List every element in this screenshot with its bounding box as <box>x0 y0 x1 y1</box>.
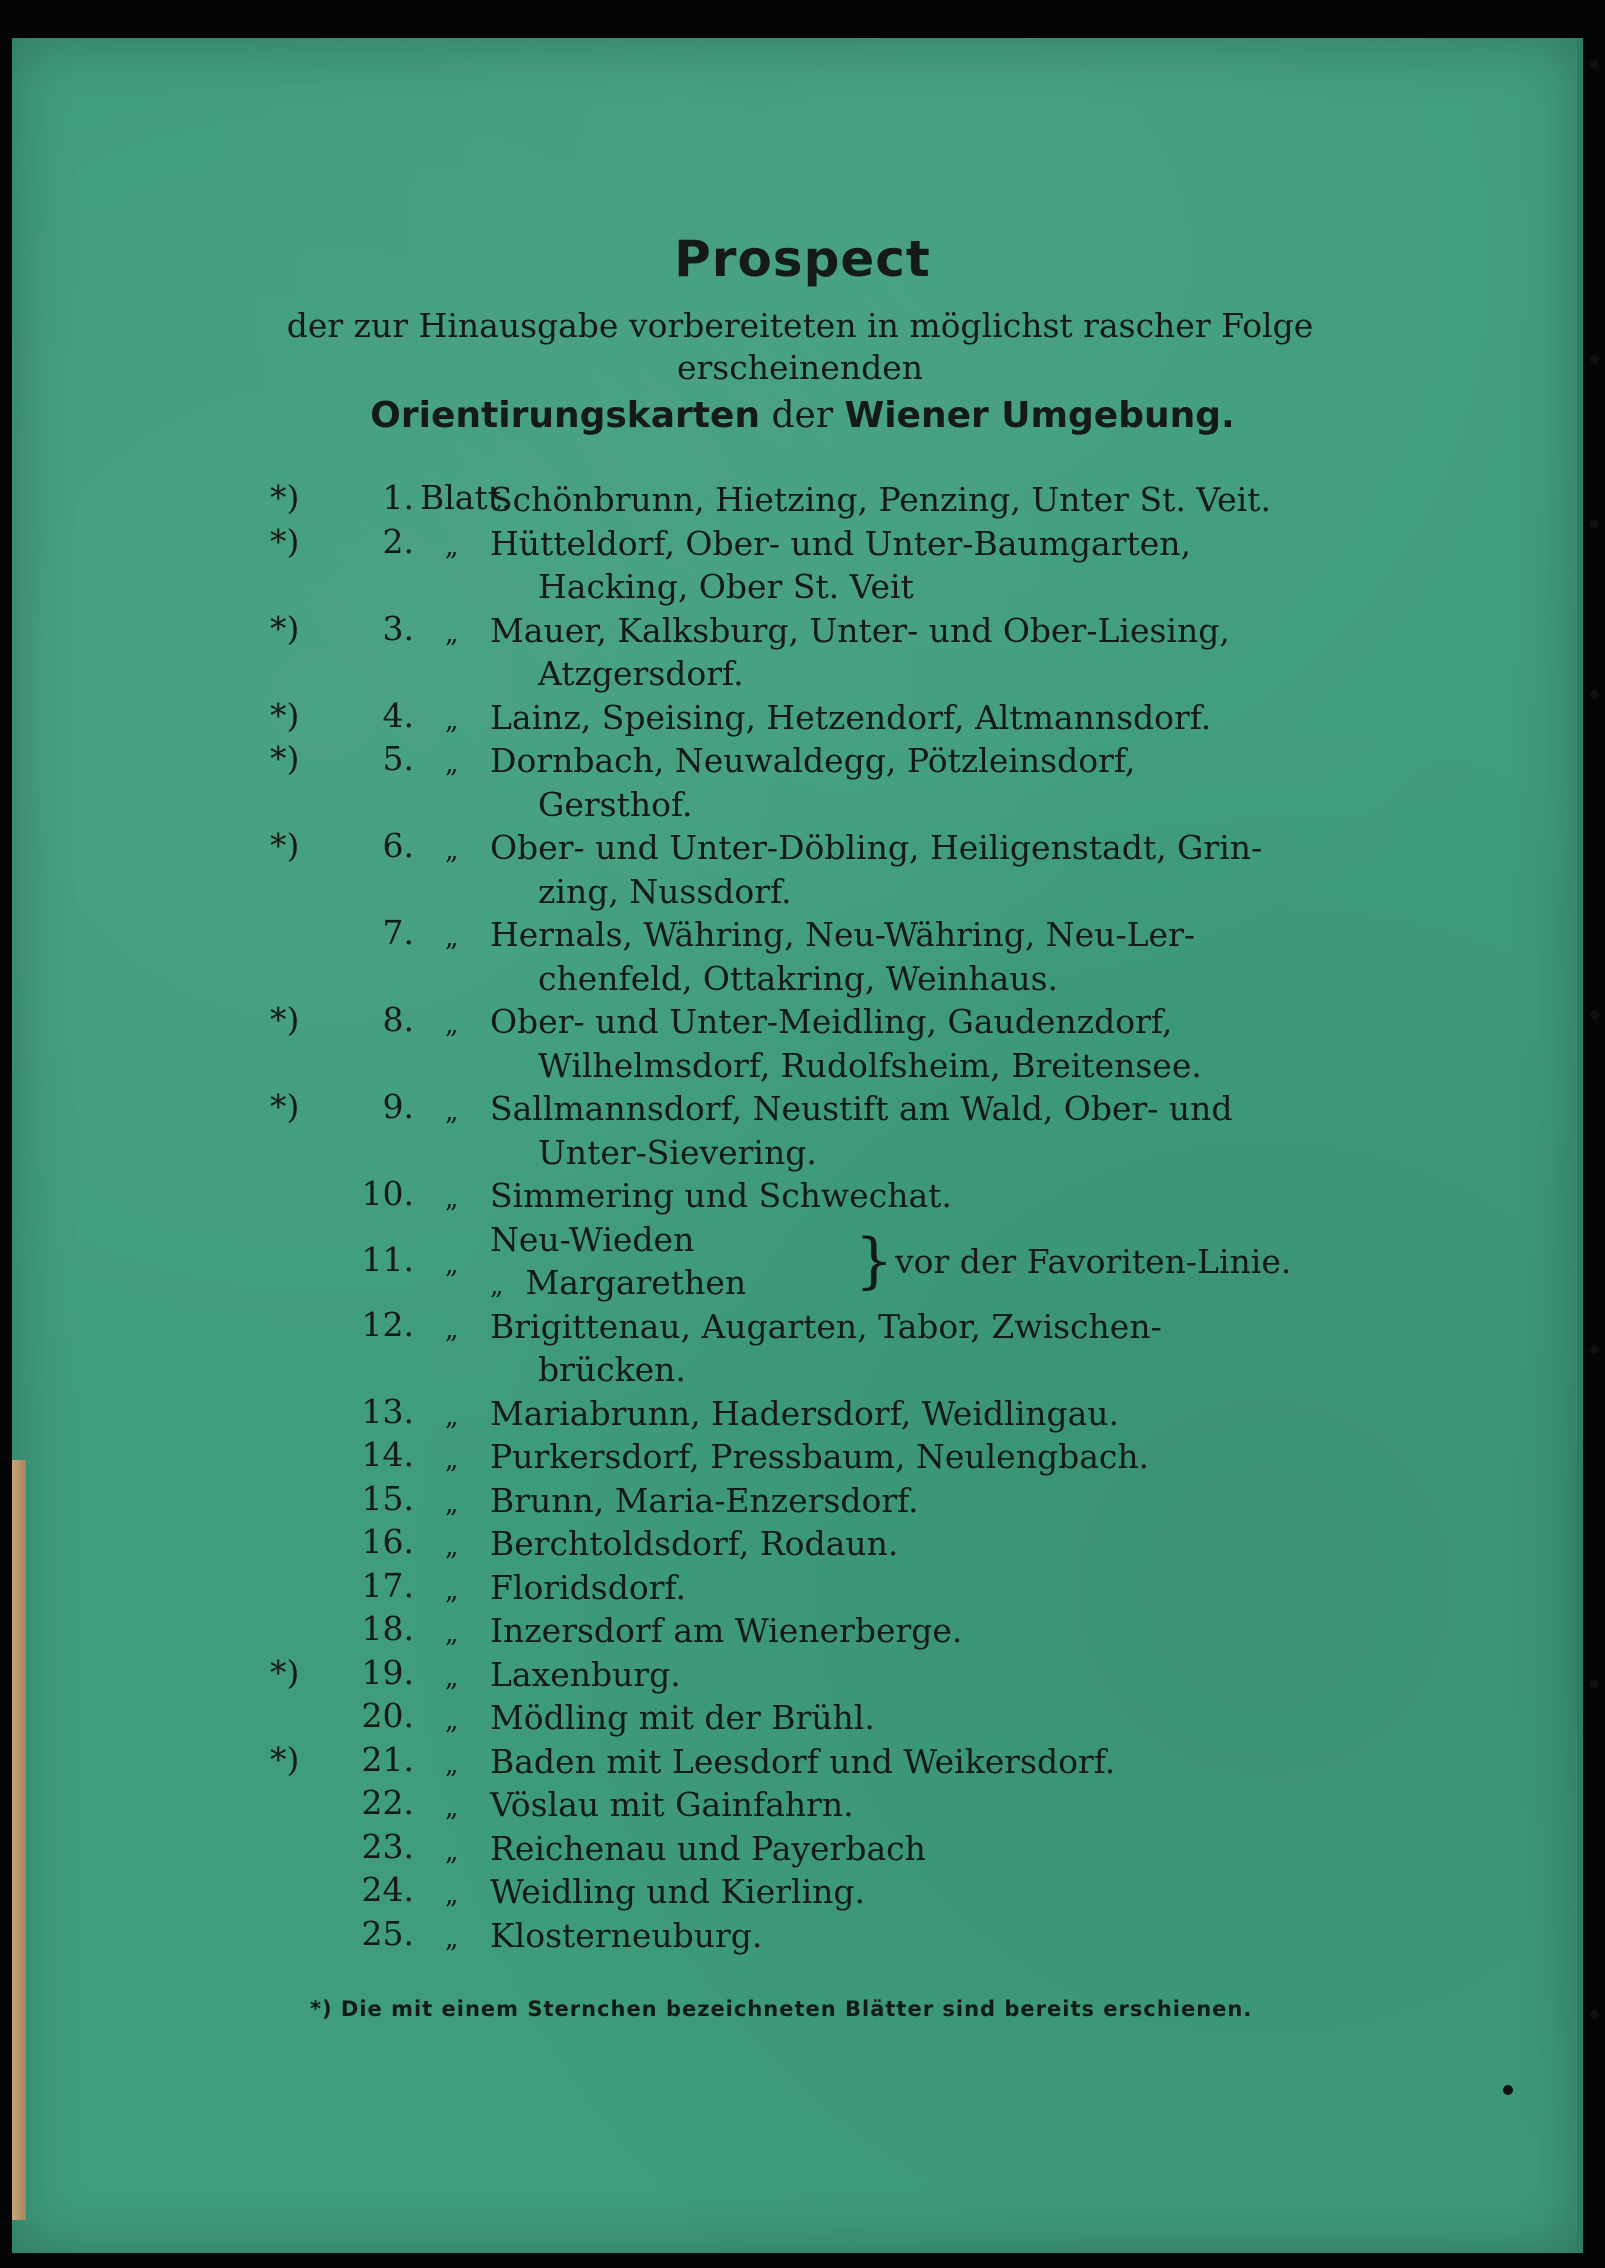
sheet-number: 3. <box>382 608 414 648</box>
place-names <box>490 1087 1300 1174</box>
binding-hole <box>1590 1345 1599 1354</box>
ditto-mark: „ <box>445 1249 459 1280</box>
place-line-continued: Gersthof. <box>538 784 693 824</box>
star-marker: *) <box>270 1652 300 1692</box>
sheet-number: 6. <box>382 826 414 865</box>
place-line: Lainz, Speising, Hetzendorf, Altmannsdorf. <box>490 697 1212 737</box>
place-names <box>490 696 1300 740</box>
sheet-number: 10. <box>361 1174 414 1213</box>
place-line: Baden mit Leesdorf und Weikersdorf. <box>490 1741 1116 1781</box>
list-item <box>270 1305 1350 1392</box>
place-line: Floridsdorf. <box>490 1567 687 1607</box>
place-line: Vöslau mit Gainfahrn. <box>490 1785 854 1824</box>
series-heading <box>0 395 1605 436</box>
place-line: Inzersdorf am Wienerberge. <box>490 1611 963 1650</box>
list-item <box>270 1740 1350 1784</box>
list-item <box>270 1609 1350 1653</box>
place-names <box>490 1479 1300 1523</box>
place-line-continued: zing, Nussdorf. <box>538 871 792 911</box>
place-names <box>490 1783 1300 1827</box>
ditto-mark: „ <box>445 1749 459 1780</box>
list-item <box>270 1566 1350 1610</box>
list-item <box>270 1783 1350 1827</box>
binding-hole <box>1590 60 1599 69</box>
sheet-number: 1. <box>382 478 414 517</box>
place-line: Weidling und Kierling. <box>490 1872 866 1911</box>
ditto-mark: „ <box>445 1793 459 1823</box>
list-item <box>270 1174 1350 1218</box>
ditto-mark: „ <box>445 1097 459 1127</box>
sheet-number: 24. <box>361 1870 414 1909</box>
list-item <box>270 1827 1350 1871</box>
place-line-continued: Hacking, Ober St. Veit <box>538 567 914 606</box>
ditto-mark: „ <box>445 705 459 736</box>
map-sheet-list <box>270 478 1350 1957</box>
brace-icon: } <box>855 1225 894 1296</box>
place-line: Ober- und Unter-Meidling, Gaudenzdorf, <box>490 1002 1173 1041</box>
place-line-continued: brücken. <box>538 1350 686 1389</box>
sheet-number: 25. <box>361 1913 414 1953</box>
ditto-mark: „ <box>445 1575 459 1606</box>
list-item <box>270 1435 1350 1479</box>
list-item <box>270 1696 1350 1740</box>
ditto-mark: „ <box>445 1619 459 1649</box>
sheet-number: 4. <box>382 695 414 735</box>
list-item <box>270 1653 1350 1697</box>
place-names <box>490 1653 1300 1697</box>
place-names <box>490 478 1300 522</box>
star-marker: *) <box>270 1000 300 1039</box>
ink-speck <box>1503 2085 1513 2095</box>
place-line-continued: Atzgersdorf. <box>538 654 744 693</box>
list-item <box>270 1522 1350 1566</box>
binding-hole <box>1590 1010 1599 1019</box>
ditto-mark: „ <box>445 1923 459 1954</box>
ditto-mark: „ <box>445 1662 459 1693</box>
place-line: Purkersdorf, Pressbaum, Neulengbach. <box>490 1437 1150 1476</box>
list-item <box>270 1479 1350 1523</box>
sheet-number: 15. <box>361 1478 414 1518</box>
binding-hole <box>1590 1680 1599 1689</box>
place-line: Ober- und Unter-Döbling, Heiligenstadt, Grin- <box>490 828 1263 867</box>
binding-hole <box>1590 2010 1599 2019</box>
sheet-number: 17. <box>361 1565 414 1605</box>
list-item <box>270 1218 1350 1305</box>
place-line: Sallmannsdorf, Neustift am Wald, Ober- und <box>490 1089 1233 1128</box>
place-names <box>490 1740 1300 1784</box>
sheet-number: 20. <box>361 1696 414 1735</box>
ditto-mark: „ <box>445 1184 459 1214</box>
place-name: Margarethen <box>525 1263 747 1302</box>
ditto-mark: „ <box>445 749 459 779</box>
list-item <box>270 478 1350 522</box>
paper-edge <box>12 1460 26 2220</box>
ditto-mark: „ <box>445 1488 459 1519</box>
list-item <box>270 1870 1350 1914</box>
star-marker: *) <box>270 826 300 865</box>
footnote: *) Die mit einem Sternchen bezeichneten Blätter sind bereits erschienen. <box>310 1997 1253 2021</box>
sheet-number: 7. <box>382 913 414 952</box>
place-names <box>490 1566 1300 1610</box>
list-item <box>270 1000 1350 1087</box>
place-names <box>490 1914 1300 1958</box>
place-line-continued <box>490 1261 746 1309</box>
heading-part-2: der <box>771 395 834 436</box>
ditto-mark: „ <box>445 618 459 649</box>
heading-part-1: Orientirungskarten <box>370 395 761 436</box>
place-names <box>490 1827 1300 1871</box>
place-line: Mariabrunn, Hadersdorf, Weidlingau. <box>490 1393 1120 1433</box>
star-marker: *) <box>270 1739 300 1779</box>
ditto-mark: „ <box>445 1836 459 1867</box>
ditto-mark: „ <box>445 1532 459 1562</box>
star-marker: *) <box>270 521 300 561</box>
sheet-number: 12. <box>361 1304 414 1344</box>
place-names <box>490 1000 1300 1087</box>
place-names <box>490 826 1300 913</box>
sheet-number: 18. <box>361 1609 414 1648</box>
place-line-continued: Wilhelmsdorf, Rudolfsheim, Breitensee. <box>538 1045 1202 1085</box>
subtitle: der zur Hinausgabe vorbereiteten in möglichst rascher Folge erscheinenden <box>286 306 1314 387</box>
sheet-number: 22. <box>361 1783 414 1822</box>
place-names <box>490 1696 1300 1740</box>
ditto-mark: „ <box>445 1314 459 1345</box>
list-item <box>270 696 1350 740</box>
sheet-number: 11. <box>361 1239 414 1279</box>
sheet-number: 2. <box>382 521 414 561</box>
ditto-mark: „ <box>445 1401 459 1432</box>
sheet-number: 9. <box>382 1087 414 1126</box>
place-line: Mauer, Kalksburg, Unter- und Ober-Liesing, <box>490 610 1230 650</box>
place-names <box>490 1435 1300 1479</box>
place-line: Laxenburg. <box>490 1654 681 1694</box>
sheet-number: 16. <box>361 1522 414 1561</box>
place-names <box>490 1305 1300 1392</box>
place-line: Simmering und Schwechat. <box>490 1176 952 1215</box>
place-names <box>490 1392 1300 1436</box>
place-line: Dornbach, Neuwaldegg, Pötzleinsdorf, <box>490 741 1136 780</box>
ditto-mark: „ <box>490 1271 504 1301</box>
sheet-number: 8. <box>382 1000 414 1039</box>
list-item <box>270 826 1350 913</box>
place-names <box>490 1522 1300 1566</box>
place-line: Neu-Wieden <box>490 1219 695 1259</box>
sheet-number: 5. <box>382 739 414 778</box>
ditto-mark: „ <box>445 531 459 562</box>
list-item <box>270 913 1350 1000</box>
binding-hole <box>1590 520 1599 529</box>
ditto-mark: „ <box>445 1010 459 1040</box>
star-marker: *) <box>270 739 300 778</box>
place-line: Brunn, Maria-Enzersdorf. <box>490 1480 919 1520</box>
sheet-number: 23. <box>361 1826 414 1866</box>
binding-hole <box>1590 355 1599 364</box>
place-line: Berchtoldsdorf, Rodaun. <box>490 1524 899 1563</box>
place-line: Klosterneuburg. <box>490 1915 763 1955</box>
place-line: Brigittenau, Augarten, Tabor, Zwischen- <box>490 1306 1162 1346</box>
place-line: Hütteldorf, Ober- und Unter-Baumgarten, <box>490 523 1192 563</box>
sheet-number: 13. <box>361 1391 414 1431</box>
place-names <box>490 913 1300 1000</box>
ditto-mark: „ <box>445 1706 459 1736</box>
star-marker: *) <box>270 478 300 517</box>
star-marker: *) <box>270 1087 300 1126</box>
place-names <box>490 1174 1300 1218</box>
list-item <box>270 1087 1350 1174</box>
sheet-number: 19. <box>361 1652 414 1692</box>
brace-note: vor der Favoriten-Linie. <box>895 1241 1292 1281</box>
star-marker: *) <box>270 608 300 648</box>
place-line: Schönbrunn, Hietzing, Penzing, Unter St. Veit. <box>490 480 1271 519</box>
ditto-mark: „ <box>445 836 459 866</box>
place-names <box>490 522 1300 609</box>
sheet-number: 14. <box>361 1435 414 1474</box>
list-item <box>270 1392 1350 1436</box>
ditto-mark: „ <box>445 923 459 953</box>
ditto-mark: „ <box>445 1445 459 1475</box>
place-line: Mödling mit der Brühl. <box>490 1698 875 1737</box>
place-line-continued: chenfeld, Ottakring, Weinhaus. <box>538 958 1059 998</box>
place-line: Hernals, Währing, Neu-Währing, Neu-Ler- <box>490 915 1195 954</box>
binding-hole <box>1590 690 1599 699</box>
list-item <box>270 739 1350 826</box>
page-title: Prospect <box>674 230 931 288</box>
list-item <box>270 1914 1350 1958</box>
place-names <box>490 1870 1300 1914</box>
sheet-number: 21. <box>361 1739 414 1779</box>
sheet-word: Blatt. <box>420 478 512 517</box>
star-marker: *) <box>270 695 300 735</box>
list-item <box>270 522 1350 609</box>
place-line: Reichenau und Payerbach <box>490 1828 926 1868</box>
place-names <box>490 609 1300 696</box>
place-names <box>490 739 1300 826</box>
heading-part-3: Wiener Umgebung. <box>844 395 1235 436</box>
place-names <box>490 1609 1300 1653</box>
list-item <box>270 609 1350 696</box>
place-line-continued: Unter-Sievering. <box>538 1132 817 1172</box>
ditto-mark: „ <box>445 1880 459 1910</box>
